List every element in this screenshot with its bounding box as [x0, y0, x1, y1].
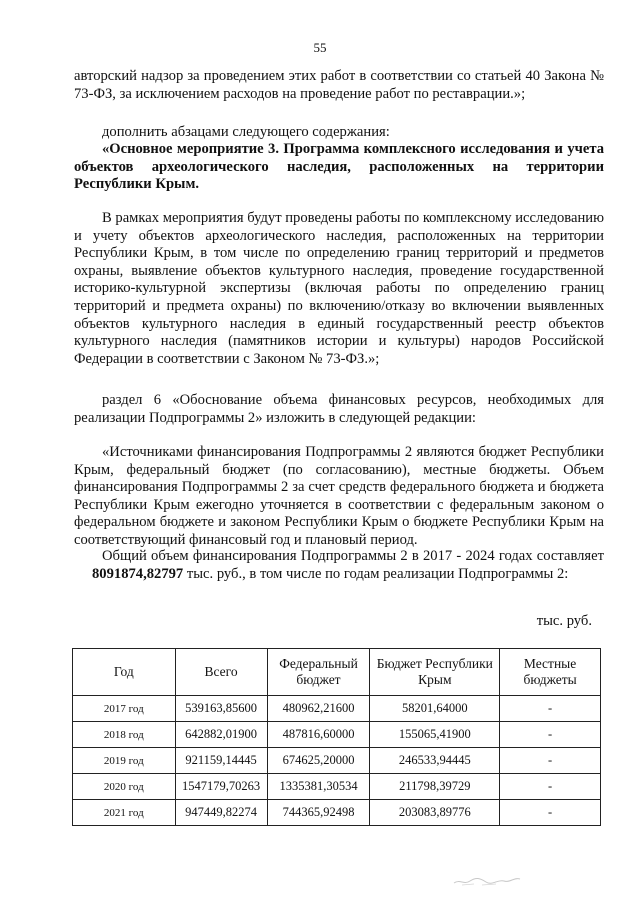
header-crimea: Бюджет Республики Крым: [370, 649, 500, 696]
cell-year: 2021 год: [73, 800, 176, 826]
table-row: [73, 800, 601, 826]
cell-local: -: [500, 800, 601, 826]
cell-year: 2018 год: [73, 722, 176, 748]
paragraph-5: раздел 6 «Обоснование объема финансовых ресурсов, необходимых для реализации Подпрограммы 2» изложить в следующей редакции:: [74, 392, 604, 426]
paragraph-7: [74, 548, 604, 583]
cell-federal: 1335381,30534: [267, 774, 370, 800]
paragraph-4: В рамках мероприятия будут проведены работы по комплексному исследованию и учету объектов археологического наследия, расположенных на территории Республики Крым, в том числе по определению границ территорий и предметов охраны, выявление объектов культурного наследия, проведение государственной историко-культурной экспертизы (включая работы по определению границ территорий и предмета охраны) по включению/отказу во включении выявленных объектов культурного наследия в единый государственный реестр объектов культурного наследия (памятников истории и культуры) народов Российской Федерации в соответствии с Законом № 73-ФЗ.»;: [74, 210, 604, 367]
table-row: [73, 722, 601, 748]
cell-crimea: 246533,94445: [370, 748, 500, 774]
cell-local: -: [500, 696, 601, 722]
cell-total: 947449,82274: [175, 800, 267, 826]
cell-federal: 487816,60000: [267, 722, 370, 748]
paragraph-7-start: Общий объем финансирования Подпрограммы 2 в 2017 - 2024 годах составляет: [102, 548, 604, 564]
cell-local: -: [500, 722, 601, 748]
paragraph-6: «Источниками финансирования Подпрограммы 2 являются бюджет Республики Крым, федеральный бюджет (по согласованию), местные бюджеты. Объем финансирования Подпрограммы 2 за счет средств федерального бюджета и бюджета Республики Крым ежегодно уточняется в соответствии с федеральным законом о федеральном бюджете и законом Республики Крым о бюджете Республики Крым на соответствующий финансовый год и плановый период.: [74, 444, 604, 548]
cell-federal: 480962,21600: [267, 696, 370, 722]
header-year: Год: [73, 649, 176, 696]
faint-signature-mark: [452, 873, 522, 887]
table-row: [73, 774, 601, 800]
cell-local: -: [500, 748, 601, 774]
cell-federal: 674625,20000: [267, 748, 370, 774]
paragraph-1: авторский надзор за проведением этих работ в соответствии со статьей 40 Закона № 73-ФЗ, за исключением расходов на проведение работ по реставрации.»;: [74, 68, 604, 102]
total-amount: 8091874,82797: [92, 565, 184, 582]
financing-table: [72, 648, 601, 826]
cell-total: 921159,14445: [175, 748, 267, 774]
cell-year: 2019 год: [73, 748, 176, 774]
table-row: [73, 696, 601, 722]
cell-federal: 744365,92498: [267, 800, 370, 826]
cell-crimea: 203083,89776: [370, 800, 500, 826]
cell-total: 642882,01900: [175, 722, 267, 748]
paragraph-7-end: тыс. руб., в том числе по годам реализации Подпрограммы 2:: [186, 565, 569, 582]
cell-year: 2017 год: [73, 696, 176, 722]
header-federal: Федеральный бюджет: [267, 649, 370, 696]
unit-label: тыс. руб.: [536, 613, 592, 629]
table-header-row: [73, 649, 601, 696]
paragraph-2: дополнить абзацами следующего содержания:: [102, 124, 390, 140]
cell-local: -: [500, 774, 601, 800]
cell-crimea: 58201,64000: [370, 696, 500, 722]
header-local: Местные бюджеты: [500, 649, 601, 696]
page-number: 55: [313, 40, 327, 55]
cell-crimea: 211798,39729: [370, 774, 500, 800]
header-total: Всего: [175, 649, 267, 696]
table-row: [73, 748, 601, 774]
cell-year: 2020 год: [73, 774, 176, 800]
cell-total: 1547179,70263: [175, 774, 267, 800]
cell-crimea: 155065,41900: [370, 722, 500, 748]
paragraph-3-heading: «Основное мероприятие 3. Программа комплексного исследования и учета объектов археологического наследия, расположенных на территории Республики Крым.: [74, 141, 604, 193]
cell-total: 539163,85600: [175, 696, 267, 722]
